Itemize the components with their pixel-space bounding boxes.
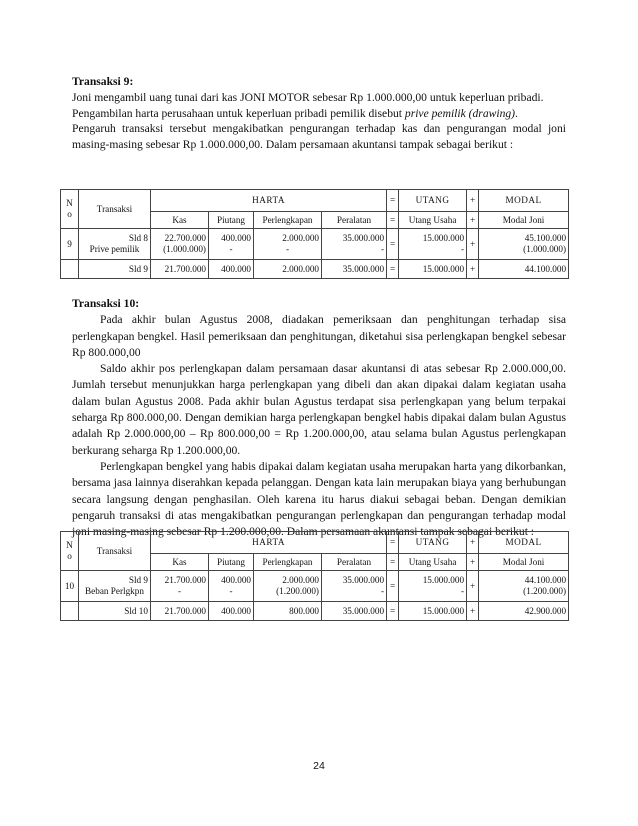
transaksi-9-paragraph-3: Pengaruh transaksi tersebut mengakibatkan pengurangan terhadap kas dan pengurangan modal joni masing-masing sebesar Rp 1.000.000,00. Dalam persamaan akuntansi tampak sebagai berikut : — [72, 122, 566, 152]
cell-peralatan — [322, 571, 387, 602]
transaksi-10-heading: Transaksi 10: — [72, 297, 140, 310]
cell-utang — [399, 229, 467, 260]
modal-prev: 45.100.000 — [524, 233, 567, 243]
balance-equals: = — [387, 602, 399, 621]
cell-peralatan — [322, 229, 387, 260]
cell-perlengkapan — [254, 229, 322, 260]
equation-table-10 — [60, 531, 569, 621]
header-equals: = — [387, 532, 399, 554]
header-plus-2: + — [467, 554, 479, 571]
transaksi-9-section — [72, 74, 566, 153]
transaksi-10-paragraph-1: Pada akhir bulan Agustus 2008, diadakan pemeriksaan dan penghitungan terhadap sisa perlengkapan bengkel. Hasil pemeriksaan dan penghitungan, diketahui sisa perlengkapan bengkel sebesar Rp 800.000,00 — [72, 313, 566, 359]
cell-piutang — [209, 571, 254, 602]
piutang-prev: 400.000 — [221, 233, 251, 243]
balance-perlengkapan: 2.000.000 — [254, 260, 322, 279]
prev-balance-label: Sld 9 — [128, 575, 148, 585]
cell-modal — [479, 229, 569, 260]
peral-prev: 35.000.000 — [342, 575, 385, 585]
header-no: N o — [61, 532, 79, 571]
perl-change: (1.200.000) — [276, 586, 319, 596]
cell-kas — [151, 229, 209, 260]
row-no-empty — [61, 260, 79, 279]
header-no: N o — [61, 190, 79, 229]
piutang-change: - — [229, 244, 233, 254]
table-row — [61, 602, 569, 621]
header-kas: Kas — [151, 554, 209, 571]
modal-change: (1.000.000) — [523, 244, 567, 254]
balance-plus: + — [467, 602, 479, 621]
header-harta: HARTA — [151, 190, 387, 212]
transaksi-10-paragraph-3: Perlengkapan bengkel yang habis dipakai dalam kegiatan usaha merupakan harta yang dikorbankan, bersama jasa lainnya diserahkan kepada pelanggan. Dengan kata lain merupakan biaya yang berhubungan secara langsung dengan penghasilan. Oleh karena itu harus diakui sebagai beban. Dengan demikian pengaruh transaksi di atas mengakibatkan pengurangan perlengkapan dan pengurangan terhadap modal joni masing-masing sebesar Rp 1.200.000,00. Dalam persamaan akuntansi tampak sebagai berikut : — [72, 459, 566, 539]
cell-plus: + — [467, 571, 479, 602]
balance-peralatan: 35.000.000 — [322, 602, 387, 621]
cell-utang — [399, 571, 467, 602]
cell-perlengkapan — [254, 571, 322, 602]
modal-change: (1.200.000) — [523, 586, 567, 596]
header-equals-2: = — [387, 212, 399, 229]
prev-balance-label: Sld 8 — [128, 233, 148, 243]
balance-modal: 42.900.000 — [479, 602, 569, 621]
perl-prev: 2.000.000 — [282, 233, 319, 243]
peral-change: - — [380, 586, 385, 596]
cell-plus: + — [467, 229, 479, 260]
peral-prev: 35.000.000 — [342, 233, 385, 243]
utang-prev: 15.000.000 — [422, 575, 465, 585]
transaksi-9-paragraph-1: Joni mengambil uang tunai dari kas JONI MOTOR sebesar Rp 1.000.000,00 untuk keperluan pribadi. — [72, 90, 544, 104]
modal-prev: 44.100.000 — [524, 575, 567, 585]
balance-peralatan: 35.000.000 — [322, 260, 387, 279]
header-modal: MODAL — [479, 190, 569, 212]
header-utang-usaha: Utang Usaha — [399, 212, 467, 229]
peral-change: - — [380, 244, 385, 254]
transaksi-10-section — [72, 296, 566, 540]
balance-perlengkapan: 800.000 — [254, 602, 322, 621]
row-no-empty — [61, 602, 79, 621]
transaction-label: Beban Perlgkpn — [85, 586, 144, 596]
utang-prev: 15.000.000 — [422, 233, 465, 243]
page-number: 24 — [313, 760, 325, 772]
header-peralatan: Peralatan — [322, 554, 387, 571]
balance-modal: 44.100.000 — [479, 260, 569, 279]
row-transaksi — [79, 229, 151, 260]
header-kas: Kas — [151, 212, 209, 229]
piutang-prev: 400.000 — [221, 575, 251, 585]
cell-piutang — [209, 229, 254, 260]
row-no: 10 — [61, 571, 79, 602]
balance-label: Sld 9 — [79, 260, 151, 279]
balance-kas: 21.700.000 — [151, 260, 209, 279]
balance-piutang: 400.000 — [209, 260, 254, 279]
cell-kas — [151, 571, 209, 602]
balance-equals: = — [387, 260, 399, 279]
balance-label: Sld 10 — [79, 602, 151, 621]
row-transaksi — [79, 571, 151, 602]
kas-change: - — [177, 586, 182, 596]
transaksi-9-heading: Transaksi 9: — [72, 75, 134, 88]
utang-change: - — [460, 586, 465, 596]
header-modal: MODAL — [479, 532, 569, 554]
p2-text-after: . — [515, 106, 518, 120]
kas-prev: 22.700.000 — [164, 233, 206, 243]
kas-change: (1.000.000) — [163, 244, 206, 254]
header-plus: + — [467, 190, 479, 212]
cell-equals: = — [387, 571, 399, 602]
header-plus: + — [467, 532, 479, 554]
header-piutang: Piutang — [209, 554, 254, 571]
perl-prev: 2.000.000 — [282, 575, 319, 585]
transaksi-10-paragraph-2: Saldo akhir pos perlengkapan dalam persamaan dasar akuntansi di atas sebesar Rp 2.000.000,00. Jumlah tersebut menunjukkan harga perlengkapan yang dibeli dan akan dipakai dalam kegiatan usaha dalam bulan Agustus 2008. Pada akhir bulan Agustus terdapat sisa perlengkapan yang belum terpakai seharga Rp 800.000,00. Dengan demikian harga perlengkapan bengkel habis dipakai dalam bulan Agustus adalah Rp 2.000.000,00 – Rp 800.000,00 = Rp 1.200.000,00, atau selama bulan Agustus perlengkapan berkurang seharga Rp 1.200.000,00. — [72, 362, 566, 457]
header-transaksi: Transaksi — [79, 532, 151, 571]
header-utang: UTANG — [399, 190, 467, 212]
row-no: 9 — [61, 229, 79, 260]
header-piutang: Piutang — [209, 212, 254, 229]
transaksi-9-paragraph-2 — [72, 106, 566, 122]
header-peralatan: Peralatan — [322, 212, 387, 229]
transaction-label: Prive pemilik — [89, 244, 140, 254]
utang-change: - — [460, 244, 465, 254]
balance-kas: 21.700.000 — [151, 602, 209, 621]
balance-plus: + — [467, 260, 479, 279]
header-perlengkapan: Perlengkapan — [254, 212, 322, 229]
header-equals-2: = — [387, 554, 399, 571]
header-utang-usaha: Utang Usaha — [399, 554, 467, 571]
header-modal-joni: Modal Joni — [479, 212, 569, 229]
cell-equals: = — [387, 229, 399, 260]
balance-piutang: 400.000 — [209, 602, 254, 621]
header-perlengkapan: Perlengkapan — [254, 554, 322, 571]
header-plus-2: + — [467, 212, 479, 229]
balance-utang: 15.000.000 — [399, 602, 467, 621]
header-modal-joni: Modal Joni — [479, 554, 569, 571]
p2-text-before: Pengambilan harta perusahaan untuk keperluan pribadi pemilik disebut — [72, 106, 405, 120]
cell-modal — [479, 571, 569, 602]
balance-utang: 15.000.000 — [399, 260, 467, 279]
kas-prev: 21.700.000 — [164, 575, 206, 585]
header-transaksi: Transaksi — [79, 190, 151, 229]
header-utang: UTANG — [399, 532, 467, 554]
table-row — [61, 571, 569, 602]
header-harta: HARTA — [151, 532, 387, 554]
header-equals: = — [387, 190, 399, 212]
perl-change: - — [285, 244, 290, 254]
prive-term: prive pemilik (drawing) — [404, 106, 516, 120]
equation-table-9 — [60, 189, 569, 279]
piutang-change: - — [229, 586, 233, 596]
table-row — [61, 229, 569, 260]
table-row — [61, 260, 569, 279]
